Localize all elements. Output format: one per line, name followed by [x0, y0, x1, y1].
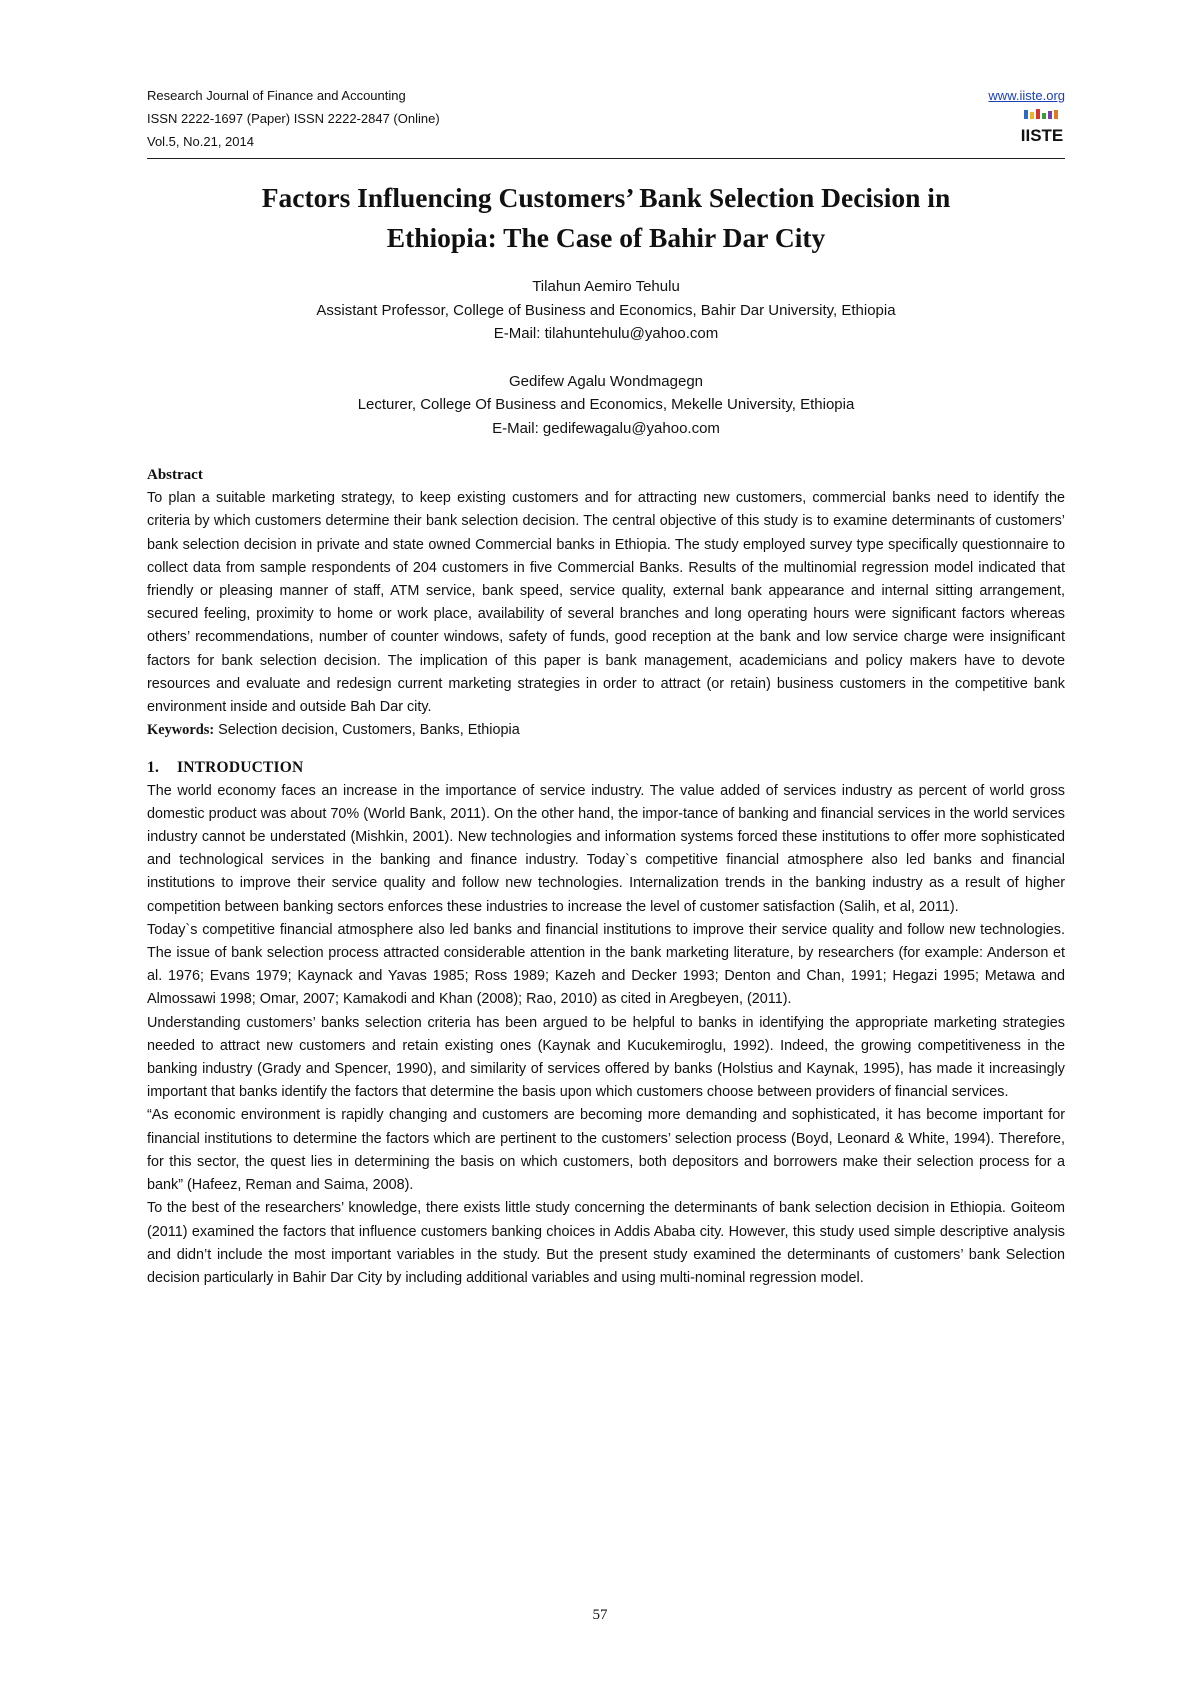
author-name: Gedifew Agalu Wondmagegn: [508, 372, 704, 390]
keywords-text: Selection decision, Customers, Banks, Ethiopia: [214, 722, 520, 739]
paper-title: [147, 178, 1065, 258]
author-affiliation: Assistant Professor, College of Business and Economics, Bahir Dar University, Ethiopia: [316, 301, 896, 319]
journal-header: [147, 84, 1065, 153]
author-block: [147, 370, 1065, 441]
section-heading-introduction: [147, 756, 1065, 779]
journal-url-link[interactable]: www.iiste.org: [988, 88, 1065, 103]
author-name: Tilahun Aemiro Tehulu: [532, 278, 680, 295]
keywords-label: Keywords:: [147, 722, 215, 739]
section-number: 1.: [147, 759, 160, 777]
title-line-1: Factors Influencing Customers’ Bank Selection Decision in: [261, 182, 951, 213]
journal-issn: ISSN 2222-1697 (Paper) ISSN 2222-2847 (Online): [147, 111, 440, 126]
paper-body: [147, 464, 1065, 1290]
intro-paragraph: Understanding customers’ banks selection criteria has been argued to be helpful to banks in identifying the appropriate marketing strategies needed to attract new customers and retain existing ones (Kaynak and Kucukemiroglu, 1992). Indeed, the growing competitiveness in the banking industry (Grady and Spencer, 1990), and similarity of services offered by banks (Holstius and Kaynak, 1995), has made it increasingly important that banks identify the factors that determine the basis upon which customers choose between providers of financial services.: [147, 1014, 1065, 1101]
header-divider: [147, 158, 1065, 159]
author-affiliation: Lecturer, College Of Business and Economics, Mekelle University, Ethiopia: [357, 396, 855, 413]
author-block: [147, 275, 1065, 346]
intro-paragraph: To the best of the researchers’ knowledge, there exists little study concerning the determinants of bank selection decision in Ethiopia. Goiteom (2011) examined the factors that influence customers banking choices in Addis Ababa city. However, this study used simple descriptive analysis and didn’t include the most important variables in the study. But the present study examined the determinants of customers’ bank Selection decision particularly in Bahir Dar City by including additional variables and using multi-nominal regression model.: [147, 1200, 1065, 1286]
author-list: [147, 275, 1065, 440]
iiste-logo-icon: [1021, 108, 1063, 146]
intro-paragraph: The world economy faces an increase in the importance of service industry. The value added of services industry as percent of world gross domestic product was about 70% (World Bank, 2011). On the other hand, the impor-tance of banking and financial services in the world services industry cannot be understated (Mishkin, 2001). New technologies and information systems forced these institutions to offer more sophisticated and technological services in the banking and finance industry. Today`s competitive financial atmosphere also led banks and financial institutions to improve their service quality and follow new technologies. Internalization trends in the banking industry as a result of higher competition between banking sectors enforces these industries to increase the level of customer satisfaction (Salih, et al, 2011).: [147, 782, 1065, 915]
iiste-logo-text: IISTE: [1021, 126, 1063, 145]
page-number: 57: [592, 1607, 608, 1623]
intro-paragraph: Today`s competitive financial atmosphere also led banks and financial institutions to improve their service quality and follow new technologies. The issue of bank selection process attracted considerable attention in the bank marketing literature, by researchers (for example: Anderson et al. 1976; Evans 1979; Kaynack and Yavas 1985; Ross 1989; Kazeh and Decker 1993; Denton and Chan, 1991; Hegazi 1995; Metawa and Almossawi 1998; Omar, 2007; Kamakodi and Khan (2008); Rao, 2010) as cited in Aregbeyen, (2011).: [147, 921, 1065, 1008]
journal-volume: Vol.5, No.21, 2014: [147, 134, 254, 149]
abstract-heading: Abstract: [147, 467, 203, 483]
abstract-text: To plan a suitable marketing strategy, to keep existing customers and for attracting new customers, commercial banks need to identify the criteria by which customers determine their bank selection decision. The central objective of this study is to examine determinants of customers’ bank selection decision in private and state owned Commercial banks in Ethiopia. The study employed survey type specifically questionnaire to collect data from sample respondents of 204 customers in five Commercial Banks. Results of the multinomial regression model indicated that friendly or pleasing manner of staff, ATM service, bank speed, service quality, external bank appearance and internal sitting arrangement, secured feeling, proximity to home or work place, availability of several branches and long operating hours were significant factors whereas others’ recommendations, number of counter windows, safety of funds, good reception at the bank and low service charge were insignificant factors for bank selection decision. The implication of this paper is bank management, academicians and policy makers have to devote resources and evaluate and redesign current marketing strategies in order to attract (or retain) business customers in the competitive bank environment inside and outside Bah Dar city.: [147, 490, 1065, 716]
intro-paragraph: “As economic environment is rapidly changing and customers are becoming more demanding and sophisticated, it has become important for financial institutions to determine the factors which are pertinent to the customers’ selection process (Boyd, Leonard & White, 1994). Therefore, for this sector, the quest lies in determining the basis on which customers, both depositors and borrowers make their selection process for a bank” (Hafeez, Reman and Saima, 2008).: [147, 1107, 1065, 1194]
section-title: INTRODUCTION: [177, 759, 304, 777]
title-line-2: Ethiopia: The Case of Bahir Dar City: [386, 222, 826, 253]
author-email: E-Mail: gedifewagalu@yahoo.com: [492, 419, 720, 437]
journal-name: Research Journal of Finance and Accounting: [147, 88, 406, 103]
keywords-line: [147, 719, 1065, 742]
author-email: E-Mail: tilahuntehulu@yahoo.com: [493, 325, 719, 342]
